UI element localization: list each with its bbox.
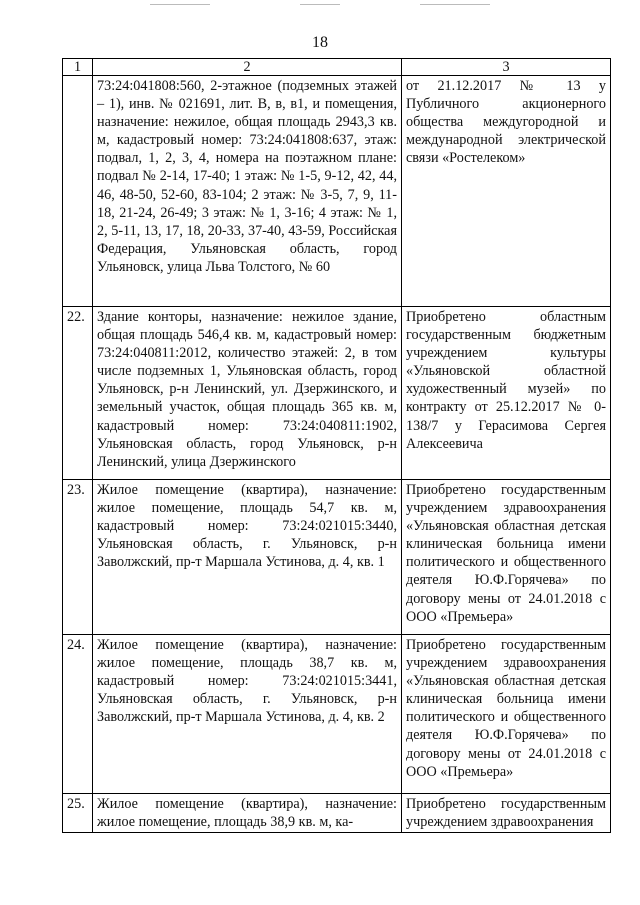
property-description: 73:24:041808:560, 2-этажное (подземных этажей – 1), инв. № 021691, лит. В, в, в1, и помещения, назначение: нежилое, общая площадь 2943,3 кв. м, кадастровый номер: 73:24:041808:637, этаж: подвал, 1, 2, 3, 4, номера на поэтажном плане: подвал № 2-14, 17-40; 1 этаж: № 1-5, 9-12, 42, 44, 46, 48-50, 52-60, 83-104; 2 этаж: № 3-5, 7, 9, 11-18, 21-24, 26-49; 3 этаж: № 1, 3-16; 4 этаж: № 1, 2, 5-11, 13, 17, 18, 20-33, 37-40, 43-59, Российская Федерация, Ульяновская область, город Ульяновск, улица Льва Толстого, № 60 <box>93 76 402 307</box>
row-number: 24. <box>63 635 93 794</box>
property-table <box>62 58 611 833</box>
acquisition-note: Приобретено государственным учреждением здравоохранения <box>402 794 611 833</box>
acquisition-note: Приобретено областным государственным бюджетным учреждением культуры «Ульяновской областной художественный музей» по контракту от 25.12.2017 № 0-138/7 у Герасимова Сергея Алексеевича <box>402 307 611 480</box>
table-row <box>63 307 611 480</box>
acquisition-note: Приобретено государственным учреждением здравоохранения «Ульяновская областная детская клиническая больница имени политического и общественного деятеля Ю.Ф.Горячева» по договору мены от 24.01.2018 с ООО «Премьера» <box>402 480 611 635</box>
page-number: 18 <box>312 34 328 51</box>
table-row <box>63 76 611 307</box>
property-description: Жилое помещение (квартира), назначение: жилое помещение, площадь 54,7 кв. м, кадастровый номер: 73:24:021015:3440, Ульяновская область, г. Ульяновск, р-н Заволжский, пр-т Маршала Устинова, д. 4, кв. 1 <box>93 480 402 635</box>
scan-smudge <box>420 4 490 5</box>
column-header: 3 <box>402 59 611 76</box>
table-row <box>63 635 611 794</box>
table-row <box>63 480 611 635</box>
table-row <box>63 794 611 833</box>
table-header-row <box>63 59 611 76</box>
column-header: 1 <box>63 59 93 76</box>
property-description: Жилое помещение (квартира), назначение: жилое помещение, площадь 38,9 кв. м, ка- <box>93 794 402 833</box>
row-number <box>63 76 93 307</box>
property-description: Жилое помещение (квартира), назначение: жилое помещение, площадь 38,7 кв. м, кадастровый номер: 73:24:021015:3441, Ульяновская область, г. Ульяновск, р-н Заволжский, пр-т Маршала Устинова, д. 4, кв. 2 <box>93 635 402 794</box>
row-number: 23. <box>63 480 93 635</box>
property-description: Здание конторы, назначение: нежилое здание, общая площадь 546,4 кв. м, кадастровый номер: 73:24:040811:2012, количество этажей: 2, в том числе подземных 1, Ульяновская область, город Ульяновск, р-н Ленинский, ул. Дзержинского, и земельный участок, общая площадь 365 кв. м, кадастровый номер: 73:24:040811:1902, Ульяновская область, город Ульяновск, р-н Ленинский, улица Дзержинского <box>93 307 402 480</box>
acquisition-note: Приобретено государственным учреждением здравоохранения «Ульяновская областная детская клиническая больница имени политического и общественного деятеля Ю.Ф.Горячева» по договору мены от 24.01.2018 с ООО «Премьера» <box>402 635 611 794</box>
column-header: 2 <box>93 59 402 76</box>
row-number: 25. <box>63 794 93 833</box>
acquisition-note: от 21.12.2017 № 13 у Публичного акционерного общества междугородной и международной электрической связи «Ростелеком» <box>402 76 611 307</box>
row-number: 22. <box>63 307 93 480</box>
scan-smudge <box>300 4 340 5</box>
scan-smudge <box>150 4 210 5</box>
